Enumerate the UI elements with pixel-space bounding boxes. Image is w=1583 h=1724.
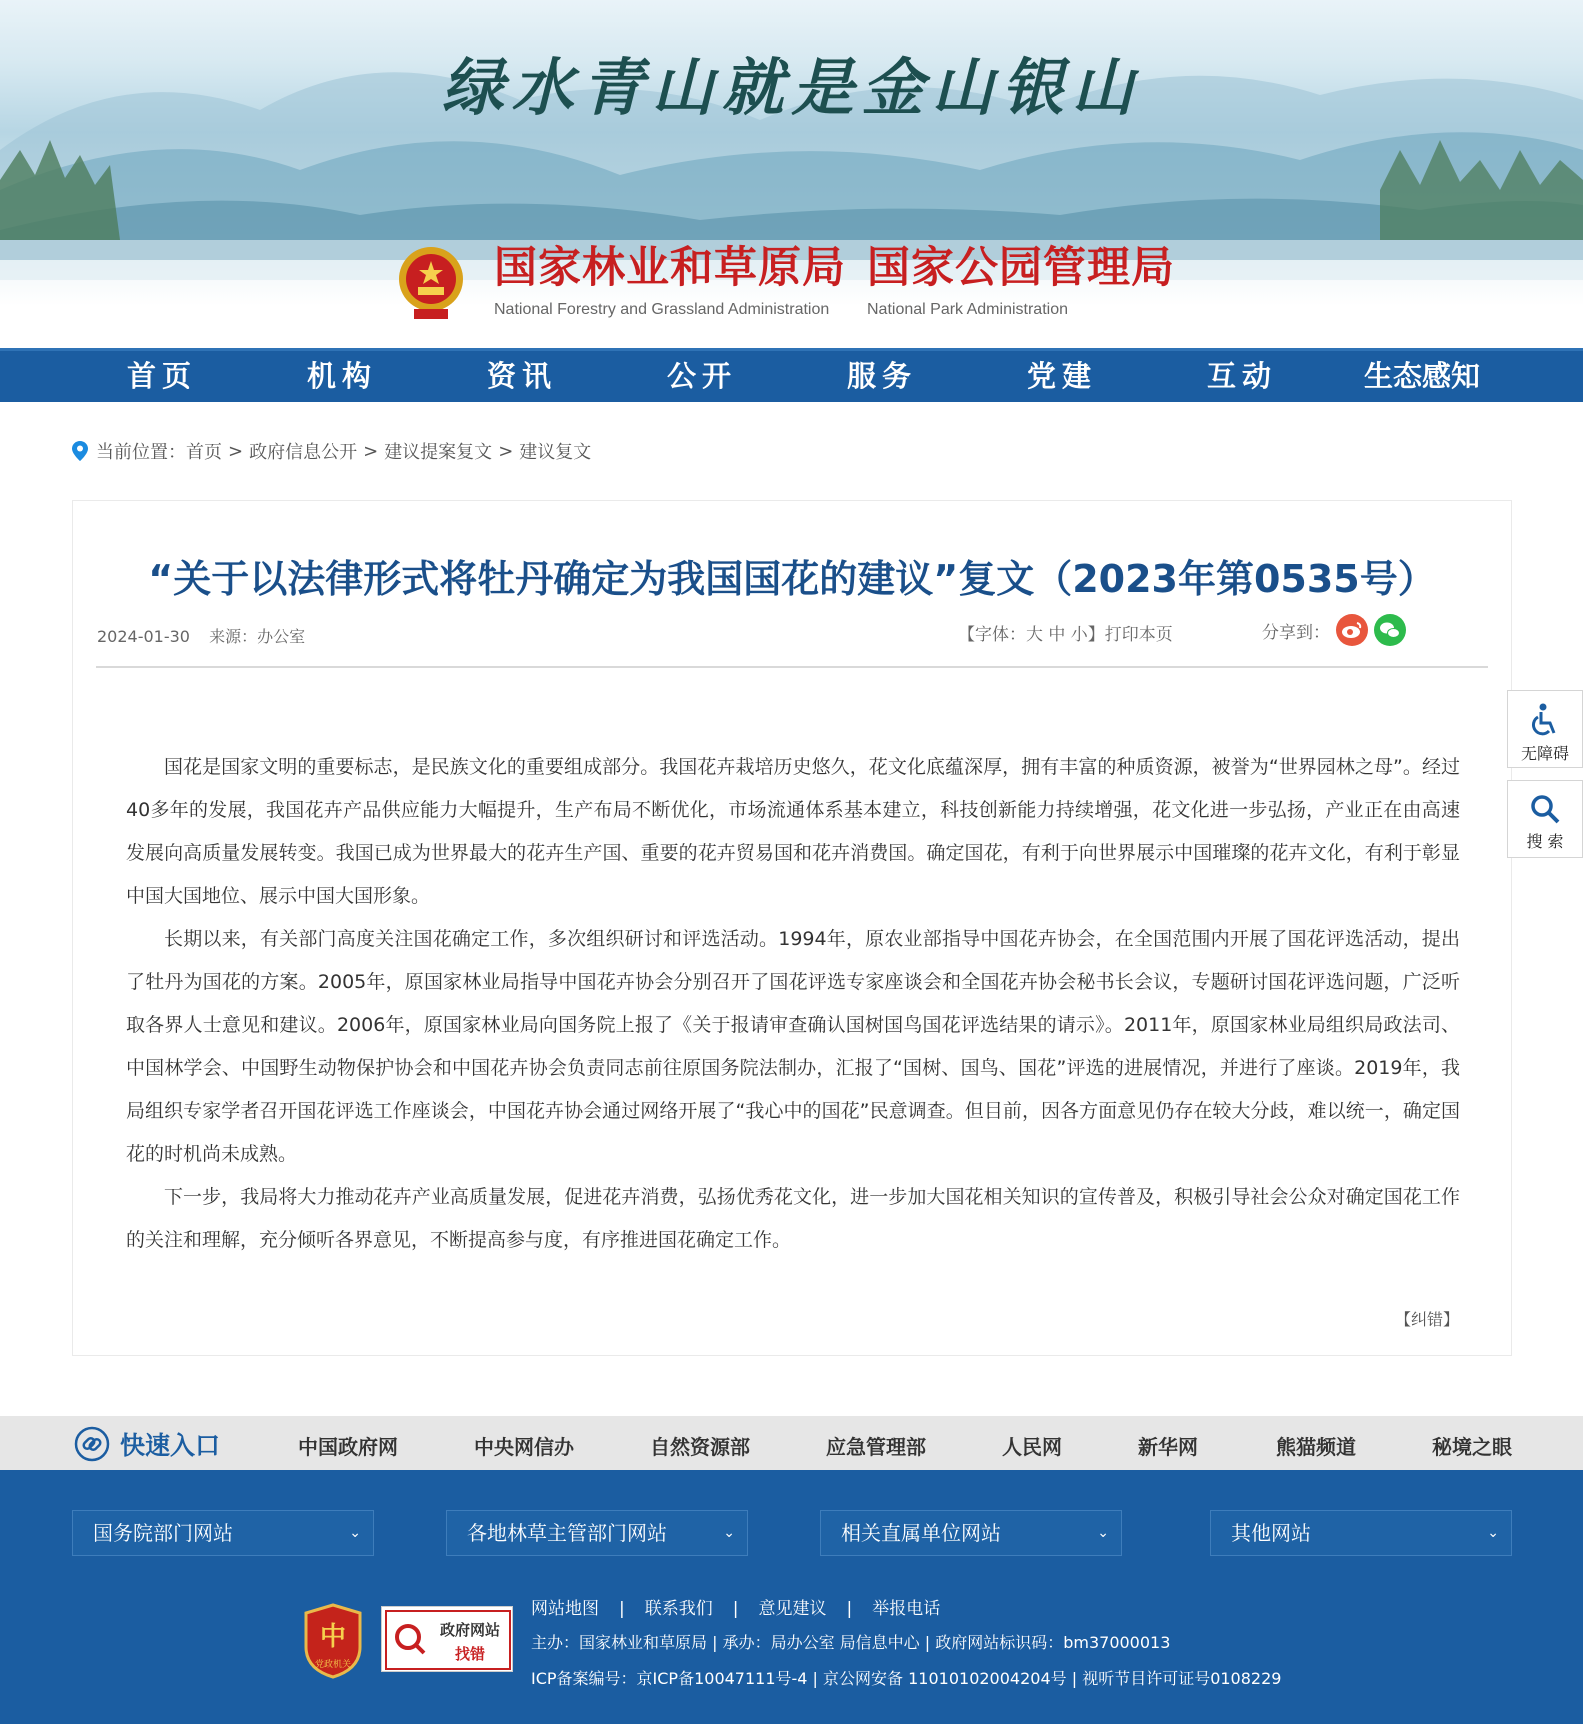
accessibility-button[interactable] xyxy=(1507,690,1583,768)
footer-link-sitemap[interactable]: 网站地图 xyxy=(531,1599,599,1619)
footer-icp-line: ICP备案编号：京ICP备10047111号-4 | 京公网安备 11010102004204号 | 视听节目许可证号0108229 xyxy=(531,1669,1282,1688)
footer-link-report[interactable]: 举报电话 xyxy=(872,1599,941,1619)
main-nav xyxy=(0,348,1583,402)
dropdown-local-forestry[interactable] xyxy=(446,1510,748,1556)
quick-link-xinhua[interactable]: 新华网 xyxy=(1138,1435,1198,1459)
correction-link[interactable]: 【纠错】 xyxy=(1395,1310,1460,1329)
link-icon xyxy=(74,1426,110,1462)
org-name-forestry xyxy=(494,243,846,319)
quick-link-people[interactable]: 人民网 xyxy=(1002,1435,1062,1459)
org-name-forestry-en: National Forestry and Grassland Administration xyxy=(494,301,830,318)
footer xyxy=(0,1470,1583,1724)
org-name-park-cn: 国家公园管理局 xyxy=(867,243,1175,293)
weibo-share-icon[interactable] xyxy=(1336,614,1368,646)
article-body xyxy=(126,746,1460,1262)
quick-link-mem[interactable]: 应急管理部 xyxy=(826,1435,926,1459)
footer-link-feedback[interactable]: 意见建议 xyxy=(758,1599,827,1619)
nav-item-interaction[interactable]: 互动 xyxy=(1206,359,1277,393)
dropdown-state-council[interactable] xyxy=(72,1510,374,1556)
breadcrumb-current[interactable]: 建议复文 xyxy=(519,442,592,463)
font-size-print-tools[interactable]: 【字体：大 中 小】打印本页 xyxy=(958,625,1173,645)
article-meta xyxy=(97,624,319,647)
breadcrumb-separator: > xyxy=(363,440,379,462)
article-divider xyxy=(96,666,1488,668)
header-banner xyxy=(0,0,1583,348)
footer-link-contact[interactable]: 联系我们 xyxy=(644,1599,713,1619)
quick-link-mijing[interactable]: 秘境之眼 xyxy=(1432,1435,1512,1459)
banner-slogan: 绿水青山就是金山银山 xyxy=(441,51,1142,124)
breadcrumb-separator: > xyxy=(228,440,244,462)
article-paragraph: 长期以来，有关部门高度关注国花确定工作，多次组织研讨和评选活动。1994年，原农业部指导中国花卉协会，在全国范围内开展了国花评选活动，提出了牡丹为国花的方案。2005年，原国家林业局指导中国花卉协会分别召开了国花评选专家座谈会和全国花卉协会秘书长会议，专题研讨国花评选问题，广泛听取各界人士意见和建议。2006年，原国家林业局向国务院上报了《关于报请审查确认国树国鸟国花评选结果的请示》。2011年，原国家林业局组织局政法司、中国林学会、中国野生动物保护协会和中国花卉协会负责同志前往原国务院法制办，汇报了“国树、国鸟、国花”评选的进展情况，并进行了座谈。2019年，我局组织专家学者召开国花评选工作座谈会，中国花卉协会通过网络开展了“我心中的国花”民意调查。但目前，因各方面意见仍存在较大分歧，难以统一，确定国花的时机尚未成熟。 xyxy=(126,928,1460,1165)
wheelchair-icon xyxy=(1530,703,1560,737)
gov-site-error-badge[interactable] xyxy=(381,1606,513,1672)
org-name-park-en: National Park Administration xyxy=(867,301,1068,318)
chevron-down-icon: ⌄ xyxy=(723,1525,735,1541)
share-label: 分享到： xyxy=(1262,622,1330,643)
breadcrumb-separator: > xyxy=(498,440,514,462)
quick-entrance-bar xyxy=(0,1416,1583,1470)
footer-separator: | xyxy=(619,1599,625,1619)
quick-entrance-title xyxy=(74,1426,220,1462)
article-date: 2024-01-30 xyxy=(97,627,190,646)
nav-item-party[interactable]: 党建 xyxy=(1026,359,1097,393)
party-gov-badge-icon[interactable] xyxy=(302,1603,364,1679)
footer-links xyxy=(531,1594,940,1619)
article-paragraph: 下一步，我局将大力推动花卉产业高质量发展，促进花卉消费，弘扬优秀花文化，进一步加大国花相关知识的宣传普及，积极引导社会公众对确定国花工作的关注和理解，充分倾听各界意见，不断提高参与度，有序推进国花确定工作。 xyxy=(126,1186,1460,1251)
org-name-park xyxy=(867,243,1175,319)
nav-item-news[interactable]: 资讯 xyxy=(486,359,557,393)
nav-item-institution[interactable]: 机构 xyxy=(306,359,377,393)
quick-link-mnr[interactable]: 自然资源部 xyxy=(650,1435,750,1459)
dropdown-label: 各地林草主管部门网站 xyxy=(467,1521,667,1545)
chevron-down-icon: ⌄ xyxy=(1487,1525,1499,1541)
svg-text:找错: 找错 xyxy=(454,1645,486,1663)
chevron-down-icon: ⌄ xyxy=(349,1525,361,1541)
share-bar xyxy=(1262,614,1406,646)
org-name-forestry-cn: 国家林业和草原局 xyxy=(494,243,846,293)
nav-item-ecology[interactable]: 生态感知 xyxy=(1363,359,1480,393)
national-emblem-icon xyxy=(396,243,466,321)
dropdown-label: 国务院部门网站 xyxy=(93,1521,233,1545)
quick-entrance-label: 快速入口 xyxy=(120,1431,221,1460)
breadcrumb-home[interactable]: 首页 xyxy=(186,442,222,463)
search-label: 搜 索 xyxy=(1526,832,1564,851)
nav-item-home[interactable]: 首页 xyxy=(126,359,197,393)
footer-sponsor-line: 主办：国家林业和草原局 | 承办：局办公室 局信息中心 | 政府网站标识码：bm37000013 xyxy=(531,1633,1171,1652)
chevron-down-icon: ⌄ xyxy=(1097,1525,1109,1541)
svg-text:党政机关: 党政机关 xyxy=(314,1660,352,1670)
search-button[interactable] xyxy=(1507,780,1583,858)
nav-item-public[interactable]: 公开 xyxy=(666,359,737,393)
quick-link-gov[interactable]: 中国政府网 xyxy=(298,1435,398,1459)
dropdown-affiliated[interactable] xyxy=(820,1510,1122,1556)
nav-item-service[interactable]: 服务 xyxy=(846,359,917,393)
error-report-icon xyxy=(382,1607,514,1673)
breadcrumb-prefix: 当前位置： xyxy=(96,442,186,463)
footer-separator: | xyxy=(846,1599,853,1619)
quick-link-panda[interactable]: 熊猫频道 xyxy=(1276,1435,1356,1459)
quick-link-cac[interactable]: 中央网信办 xyxy=(474,1435,574,1459)
breadcrumb xyxy=(72,438,591,464)
svg-text:政府网站: 政府网站 xyxy=(439,1621,501,1639)
svg-text:中: 中 xyxy=(319,1622,347,1652)
dropdown-label: 其他网站 xyxy=(1231,1521,1311,1545)
breadcrumb-proposals[interactable]: 建议提案复文 xyxy=(384,442,493,463)
article-paragraph: 国花是国家文明的重要标志，是民族文化的重要组成部分。我国花卉栽培历史悠久，花文化底蕴深厚，拥有丰富的种质资源，被誉为“世界园林之母”。经过40多年的发展，我国花卉产品供应能力大幅提升，生产布局不断优化，市场流通体系基本建立，科技创新能力持续增强，花文化进一步弘扬，产业正在由高速发展向高质量发展转变。我国已成为世界最大的花卉生产国、重要的花卉贸易国和花卉消费国。确定国花，有利于向世界展示中国璀璨的花卉文化，有利于彰显中国大国地位、展示中国大国形象。 xyxy=(126,756,1460,907)
breadcrumb-gov-info[interactable]: 政府信息公开 xyxy=(249,442,358,463)
article-source: 来源：办公室 xyxy=(209,627,306,646)
wechat-share-icon[interactable] xyxy=(1374,614,1406,646)
dropdown-label: 相关直属单位网站 xyxy=(841,1521,1001,1545)
location-pin-icon xyxy=(72,441,88,461)
dropdown-other[interactable] xyxy=(1210,1510,1512,1556)
accessibility-label: 无障碍 xyxy=(1520,744,1569,763)
footer-separator: | xyxy=(732,1599,739,1619)
search-icon xyxy=(1529,793,1561,825)
article-title: “关于以法律形式将牡丹确定为我国国花的建议”复文（2023年第0535号） xyxy=(148,557,1436,601)
